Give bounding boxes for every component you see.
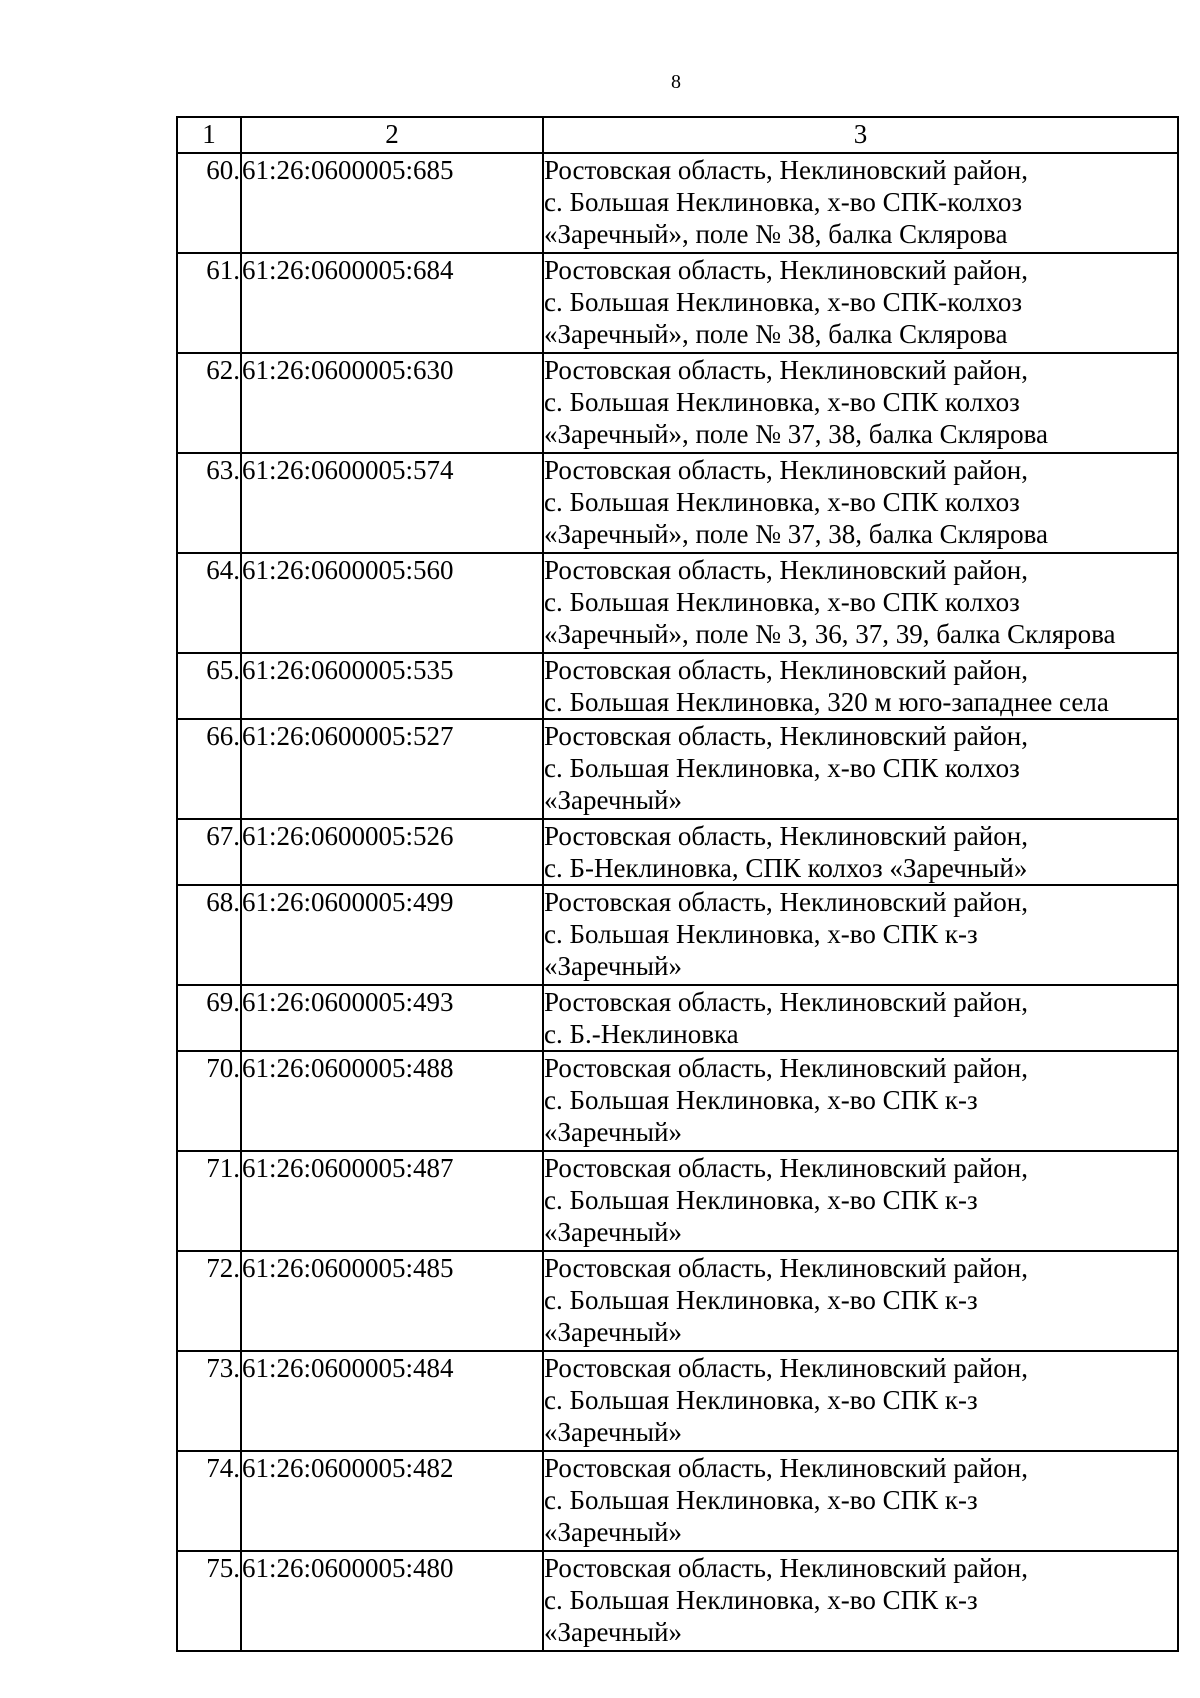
cadastral-number: 61:26:0600005:535 [241,653,543,719]
address-cell [543,353,1178,453]
address-line: с. Большая Неклиновка, х-во СПК к-з [544,1485,978,1515]
cadastral-number: 61:26:0600005:482 [241,1451,543,1551]
address-line: с. Большая Неклиновка, х-во СПК колхоз [544,753,1020,783]
address-line: с. Б-Неклиновка, СПК колхоз «Заречный» [544,853,1028,883]
address-line: с. Большая Неклиновка, х-во СПК-колхоз [544,287,1023,317]
column-header-2: 2 [241,117,543,153]
table-row [177,985,1178,1051]
address-line: с. Большая Неклиновка, х-во СПК колхоз [544,387,1020,417]
address-line: «Заречный» [544,1617,682,1647]
table-row [177,1251,1178,1351]
address-line: Ростовская область, Неклиновский район, [544,1453,1028,1483]
address-line: с. Большая Неклиновка, х-во СПК к-з [544,1285,978,1315]
row-number: 75. [177,1551,241,1651]
table-row [177,885,1178,985]
address-cell [543,453,1178,553]
address-line: «Заречный» [544,1117,682,1147]
row-number: 63. [177,453,241,553]
row-number: 69. [177,985,241,1051]
address-line: Ростовская область, Неклиновский район, [544,255,1028,285]
cadastral-number: 61:26:0600005:630 [241,353,543,453]
address-line: «Заречный» [544,1517,682,1547]
row-number: 73. [177,1351,241,1451]
cadastral-number: 61:26:0600005:499 [241,885,543,985]
address-cell [543,985,1178,1051]
row-number: 70. [177,1051,241,1151]
cadastral-number: 61:26:0600005:685 [241,153,543,253]
address-line: «Заречный» [544,785,682,815]
address-cell [543,1051,1178,1151]
address-cell [543,253,1178,353]
cadastral-number: 61:26:0600005:527 [241,719,543,819]
table-row [177,453,1178,553]
table-row [177,1151,1178,1251]
table-row [177,1451,1178,1551]
address-line: с. Большая Неклиновка, х-во СПК к-з [544,1085,978,1115]
address-line: «Заречный» [544,1217,682,1247]
row-number: 65. [177,653,241,719]
address-line: «Заречный» [544,1417,682,1447]
address-line: «Заречный», поле № 37, 38, балка Склярова [544,519,1049,549]
address-line: с. Большая Неклиновка, х-во СПК колхоз [544,487,1020,517]
table-header [177,117,1178,153]
cadastral-number: 61:26:0600005:574 [241,453,543,553]
table-body [177,153,1178,1651]
cadastral-number: 61:26:0600005:487 [241,1151,543,1251]
address-line: с. Большая Неклиновка, х-во СПК к-з [544,919,978,949]
cadastral-number: 61:26:0600005:526 [241,819,543,885]
address-line: с. Большая Неклиновка, 320 м юго-западнее села [544,687,1109,717]
row-number: 71. [177,1151,241,1251]
address-cell [543,653,1178,719]
row-number: 74. [177,1451,241,1551]
row-number: 64. [177,553,241,653]
row-number: 68. [177,885,241,985]
address-line: Ростовская область, Неклиновский район, [544,555,1028,585]
address-line: «Заречный», поле № 38, балка Склярова [544,319,1008,349]
table-row [177,1551,1178,1651]
address-cell [543,1251,1178,1351]
table-row [177,1351,1178,1451]
address-line: с. Б.-Неклиновка [544,1019,739,1049]
address-line: Ростовская область, Неклиновский район, [544,455,1028,485]
table-row [177,253,1178,353]
cadastral-number: 61:26:0600005:480 [241,1551,543,1651]
table-row [177,353,1178,453]
address-line: Ростовская область, Неклиновский район, [544,987,1028,1017]
table-row [177,153,1178,253]
row-number: 61. [177,253,241,353]
address-line: Ростовская область, Неклиновский район, [544,1253,1028,1283]
cadastral-number: 61:26:0600005:684 [241,253,543,353]
address-line: с. Большая Неклиновка, х-во СПК колхоз [544,587,1020,617]
address-line: Ростовская область, Неклиновский район, [544,155,1028,185]
address-line: Ростовская область, Неклиновский район, [544,1053,1028,1083]
address-cell [543,819,1178,885]
address-line: Ростовская область, Неклиновский район, [544,355,1028,385]
address-cell [543,719,1178,819]
address-line: Ростовская область, Неклиновский район, [544,1553,1028,1583]
address-line: «Заречный», поле № 38, балка Склярова [544,219,1008,249]
cadastral-number: 61:26:0600005:488 [241,1051,543,1151]
table-row [177,1051,1178,1151]
address-cell [543,1151,1178,1251]
address-cell [543,153,1178,253]
address-line: с. Большая Неклиновка, х-во СПК к-з [544,1585,978,1615]
address-line: «Заречный» [544,951,682,981]
address-line: Ростовская область, Неклиновский район, [544,655,1028,685]
table-row [177,719,1178,819]
address-line: Ростовская область, Неклиновский район, [544,887,1028,917]
address-line: «Заречный», поле № 3, 36, 37, 39, балка Склярова [544,619,1116,649]
address-cell [543,1351,1178,1451]
address-line: с. Большая Неклиновка, х-во СПК-колхоз [544,187,1023,217]
address-line: Ростовская область, Неклиновский район, [544,821,1028,851]
address-line: «Заречный» [544,1317,682,1347]
cadastral-number: 61:26:0600005:493 [241,985,543,1051]
address-line: Ростовская область, Неклиновский район, [544,1153,1028,1183]
land-parcel-table [176,116,1179,1652]
row-number: 66. [177,719,241,819]
address-cell [543,1451,1178,1551]
column-header-3: 3 [543,117,1178,153]
row-number: 62. [177,353,241,453]
address-cell [543,553,1178,653]
table-row [177,819,1178,885]
address-cell [543,885,1178,985]
table-row [177,553,1178,653]
address-line: «Заречный», поле № 37, 38, балка Склярова [544,419,1049,449]
page-number: 8 [671,71,681,93]
address-line: с. Большая Неклиновка, х-во СПК к-з [544,1185,978,1215]
table-row [177,653,1178,719]
address-line: с. Большая Неклиновка, х-во СПК к-з [544,1385,978,1415]
address-line: Ростовская область, Неклиновский район, [544,1353,1028,1383]
cadastral-number: 61:26:0600005:560 [241,553,543,653]
row-number: 67. [177,819,241,885]
row-number: 72. [177,1251,241,1351]
row-number: 60. [177,153,241,253]
cadastral-number: 61:26:0600005:484 [241,1351,543,1451]
address-cell [543,1551,1178,1651]
address-line: Ростовская область, Неклиновский район, [544,721,1028,751]
cadastral-number: 61:26:0600005:485 [241,1251,543,1351]
column-header-1: 1 [177,117,241,153]
